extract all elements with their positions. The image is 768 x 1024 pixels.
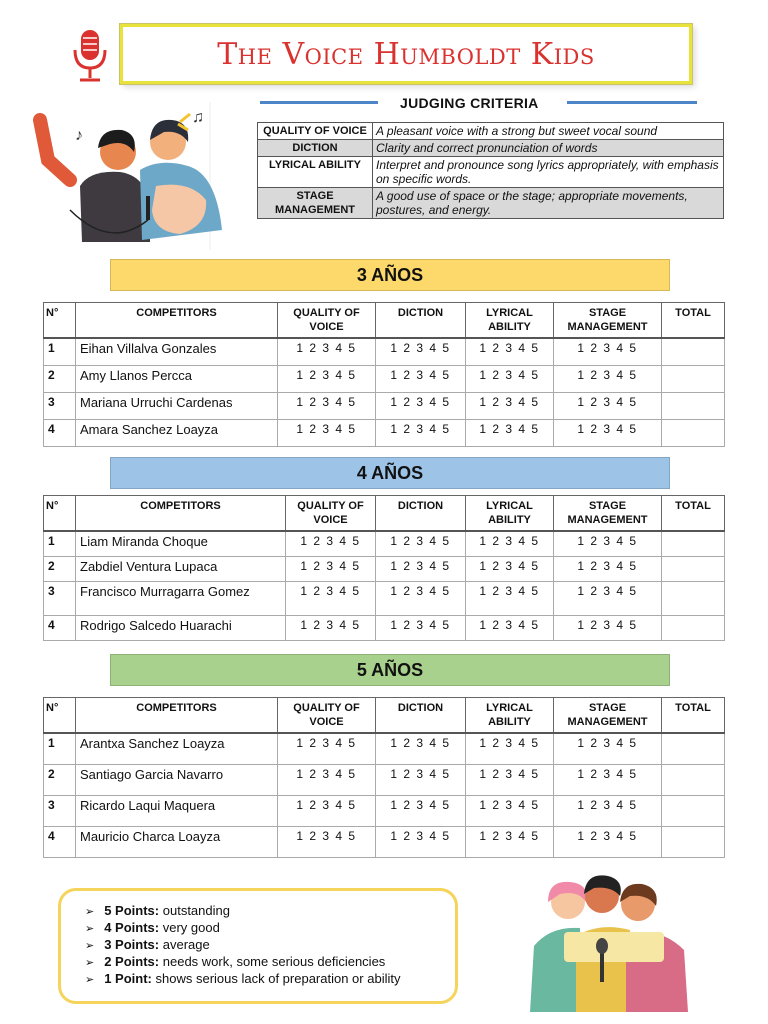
score-stage[interactable]: 1 2 3 4 5 [554, 338, 662, 365]
row-number: 2 [44, 764, 76, 795]
score-total[interactable] [662, 365, 725, 392]
score-quality[interactable]: 1 2 3 4 5 [278, 795, 376, 826]
row-number: 1 [44, 531, 76, 556]
score-total[interactable] [662, 581, 725, 615]
legend-points: 2 Points: [104, 954, 160, 969]
col-competitors: COMPETITORS [76, 496, 286, 532]
competitor-name: Amy Llanos Percca [76, 365, 278, 392]
points-legend [58, 888, 458, 1004]
score-diction[interactable]: 1 2 3 4 5 [376, 615, 466, 640]
score-stage[interactable]: 1 2 3 4 5 [554, 392, 662, 419]
score-total[interactable] [662, 795, 725, 826]
competitor-name: Liam Miranda Choque [76, 531, 286, 556]
score-table-5-anos [43, 697, 725, 858]
table-row [44, 338, 725, 365]
score-stage[interactable]: 1 2 3 4 5 [554, 764, 662, 795]
score-stage[interactable]: 1 2 3 4 5 [554, 365, 662, 392]
score-total[interactable] [662, 338, 725, 365]
row-number: 3 [44, 795, 76, 826]
score-diction[interactable]: 1 2 3 4 5 [376, 365, 466, 392]
criteria-row [258, 140, 724, 157]
score-total[interactable] [662, 615, 725, 640]
col-competitors: COMPETITORS [76, 303, 278, 339]
score-stage[interactable]: 1 2 3 4 5 [554, 826, 662, 857]
score-total[interactable] [662, 764, 725, 795]
col-lyrical: LYRICAL ABILITY [466, 698, 554, 734]
score-quality[interactable]: 1 2 3 4 5 [278, 419, 376, 446]
criteria-row [258, 157, 724, 188]
criteria-name: DICTION [258, 140, 373, 157]
row-number: 4 [44, 615, 76, 640]
score-quality[interactable]: 1 2 3 4 5 [278, 338, 376, 365]
col-quality: QUALITY OF VOICE [286, 496, 376, 532]
criteria-row [258, 188, 724, 219]
col-quality: QUALITY OF VOICE [278, 303, 376, 339]
svg-text:♪: ♪ [75, 127, 83, 144]
competitor-name: Mauricio Charca Loayza [76, 826, 278, 857]
table-header [44, 698, 725, 734]
score-lyrical[interactable]: 1 2 3 4 5 [466, 733, 554, 764]
legend-item [85, 920, 455, 937]
table-row [44, 531, 725, 556]
legend-item [85, 954, 455, 971]
legend-points: 5 Points: [104, 903, 160, 918]
score-lyrical[interactable]: 1 2 3 4 5 [466, 419, 554, 446]
criteria-desc: A pleasant voice with a strong but sweet vocal sound [373, 123, 724, 140]
criteria-table [257, 122, 724, 219]
table-row [44, 826, 725, 857]
score-total[interactable] [662, 531, 725, 556]
score-quality[interactable]: 1 2 3 4 5 [278, 733, 376, 764]
score-stage[interactable]: 1 2 3 4 5 [554, 795, 662, 826]
table-row [44, 419, 725, 446]
legend-text: very good [162, 920, 220, 935]
section-banner-4-anos: 4 AÑOS [110, 457, 670, 489]
legend-text: outstanding [162, 903, 230, 918]
score-lyrical[interactable]: 1 2 3 4 5 [466, 795, 554, 826]
legend-item [85, 937, 455, 954]
table-row [44, 795, 725, 826]
score-quality[interactable]: 1 2 3 4 5 [286, 556, 376, 581]
competitor-name: Mariana Urruchi Cardenas [76, 392, 278, 419]
score-lyrical[interactable]: 1 2 3 4 5 [466, 826, 554, 857]
score-quality[interactable]: 1 2 3 4 5 [278, 392, 376, 419]
col-lyrical: LYRICAL ABILITY [466, 303, 554, 339]
criteria-name: STAGE MANAGEMENT [258, 188, 373, 219]
section-banner-3-anos: 3 AÑOS [110, 259, 670, 291]
score-quality[interactable]: 1 2 3 4 5 [278, 365, 376, 392]
microphone-icon [70, 28, 110, 84]
row-number: 4 [44, 826, 76, 857]
singing-kids-illustration [30, 100, 242, 250]
score-table-3-anos [43, 302, 725, 447]
competitor-name: Ricardo Laqui Maquera [76, 795, 278, 826]
col-stage: STAGE MANAGEMENT [554, 496, 662, 532]
score-lyrical[interactable]: 1 2 3 4 5 [466, 392, 554, 419]
table-row [44, 365, 725, 392]
score-diction[interactable]: 1 2 3 4 5 [376, 733, 466, 764]
score-diction[interactable]: 1 2 3 4 5 [376, 419, 466, 446]
criteria-desc: Interpret and pronounce song lyrics appropriately, with emphasis on specific words. [373, 157, 724, 188]
score-total[interactable] [662, 826, 725, 857]
criteria-rule-right [567, 101, 697, 104]
score-lyrical[interactable]: 1 2 3 4 5 [466, 338, 554, 365]
row-number: 2 [44, 365, 76, 392]
title-banner [120, 24, 692, 84]
row-number: 4 [44, 419, 76, 446]
criteria-title: JUDGING CRITERIA [400, 95, 539, 111]
score-lyrical[interactable]: 1 2 3 4 5 [466, 556, 554, 581]
score-stage[interactable]: 1 2 3 4 5 [554, 733, 662, 764]
score-lyrical[interactable]: 1 2 3 4 5 [466, 615, 554, 640]
choir-kids-illustration [520, 866, 700, 1016]
col-stage: STAGE MANAGEMENT [554, 698, 662, 734]
competitor-name: Amara Sanchez Loayza [76, 419, 278, 446]
score-stage[interactable]: 1 2 3 4 5 [554, 615, 662, 640]
score-stage[interactable]: 1 2 3 4 5 [554, 556, 662, 581]
legend-item [85, 903, 455, 920]
section-banner-5-anos: 5 AÑOS [110, 654, 670, 686]
score-quality[interactable]: 1 2 3 4 5 [286, 531, 376, 556]
row-number: 1 [44, 733, 76, 764]
criteria-name: QUALITY OF VOICE [258, 123, 373, 140]
score-quality[interactable]: 1 2 3 4 5 [286, 581, 376, 615]
criteria-row [258, 123, 724, 140]
competitor-name: Francisco Murragarra Gomez [76, 581, 286, 615]
svg-text:♫: ♫ [192, 109, 204, 126]
competitor-name: Zabdiel Ventura Lupaca [76, 556, 286, 581]
score-diction[interactable]: 1 2 3 4 5 [376, 764, 466, 795]
criteria-name: LYRICAL ABILITY [258, 157, 373, 188]
col-diction: DICTION [376, 303, 466, 339]
col-total: TOTAL [662, 303, 725, 339]
score-total[interactable] [662, 733, 725, 764]
col-diction: DICTION [376, 496, 466, 532]
criteria-desc: Clarity and correct pronunciation of words [373, 140, 724, 157]
table-row [44, 556, 725, 581]
score-diction[interactable]: 1 2 3 4 5 [376, 795, 466, 826]
legend-points: 4 Points: [104, 920, 160, 935]
score-diction[interactable]: 1 2 3 4 5 [376, 392, 466, 419]
row-number: 3 [44, 581, 76, 615]
col-quality: QUALITY OF VOICE [278, 698, 376, 734]
score-stage[interactable]: 1 2 3 4 5 [554, 419, 662, 446]
score-lyrical[interactable]: 1 2 3 4 5 [466, 764, 554, 795]
row-number: 2 [44, 556, 76, 581]
criteria-rule-left [260, 101, 378, 104]
competitor-name: Santiago Garcia Navarro [76, 764, 278, 795]
legend-text: needs work, some serious deficiencies [162, 954, 386, 969]
score-quality[interactable]: 1 2 3 4 5 [286, 615, 376, 640]
competitor-name: Arantxa Sanchez Loayza [76, 733, 278, 764]
score-table-4-anos [43, 495, 725, 641]
table-row [44, 733, 725, 764]
score-diction[interactable]: 1 2 3 4 5 [376, 581, 466, 615]
col-total: TOTAL [662, 698, 725, 734]
score-lyrical[interactable]: 1 2 3 4 5 [466, 581, 554, 615]
score-total[interactable] [662, 556, 725, 581]
col-total: TOTAL [662, 496, 725, 532]
row-number: 1 [44, 338, 76, 365]
table-row [44, 581, 725, 615]
score-total[interactable] [662, 419, 725, 446]
legend-text: average [162, 937, 210, 952]
col-competitors: COMPETITORS [76, 698, 278, 734]
criteria-desc: A good use of space or the stage; appropriate movements, postures, and energy. [373, 188, 724, 219]
score-diction[interactable]: 1 2 3 4 5 [376, 531, 466, 556]
legend-text: shows serious lack of preparation or ability [155, 971, 401, 986]
col-no: N° [44, 303, 76, 339]
table-row [44, 764, 725, 795]
score-diction[interactable]: 1 2 3 4 5 [376, 338, 466, 365]
page-title: The Voice Humboldt Kids [217, 36, 595, 72]
col-lyrical: LYRICAL ABILITY [466, 496, 554, 532]
competitor-name: Eihan Villalva Gonzales [76, 338, 278, 365]
legend-points: 3 Points: [104, 937, 160, 952]
score-diction[interactable]: 1 2 3 4 5 [376, 556, 466, 581]
legend-item [85, 971, 455, 988]
score-stage[interactable]: 1 2 3 4 5 [554, 531, 662, 556]
score-lyrical[interactable]: 1 2 3 4 5 [466, 365, 554, 392]
table-row [44, 615, 725, 640]
score-diction[interactable]: 1 2 3 4 5 [376, 826, 466, 857]
col-no: N° [44, 496, 76, 532]
legend-points: 1 Point: [104, 971, 152, 986]
table-row [44, 392, 725, 419]
score-lyrical[interactable]: 1 2 3 4 5 [466, 531, 554, 556]
score-quality[interactable]: 1 2 3 4 5 [278, 826, 376, 857]
row-number: 3 [44, 392, 76, 419]
col-stage: STAGE MANAGEMENT [554, 303, 662, 339]
competitor-name: Rodrigo Salcedo Huarachi [76, 615, 286, 640]
col-diction: DICTION [376, 698, 466, 734]
table-header [44, 496, 725, 532]
score-stage[interactable]: 1 2 3 4 5 [554, 581, 662, 615]
col-no: N° [44, 698, 76, 734]
table-header [44, 303, 725, 339]
score-total[interactable] [662, 392, 725, 419]
score-quality[interactable]: 1 2 3 4 5 [278, 764, 376, 795]
